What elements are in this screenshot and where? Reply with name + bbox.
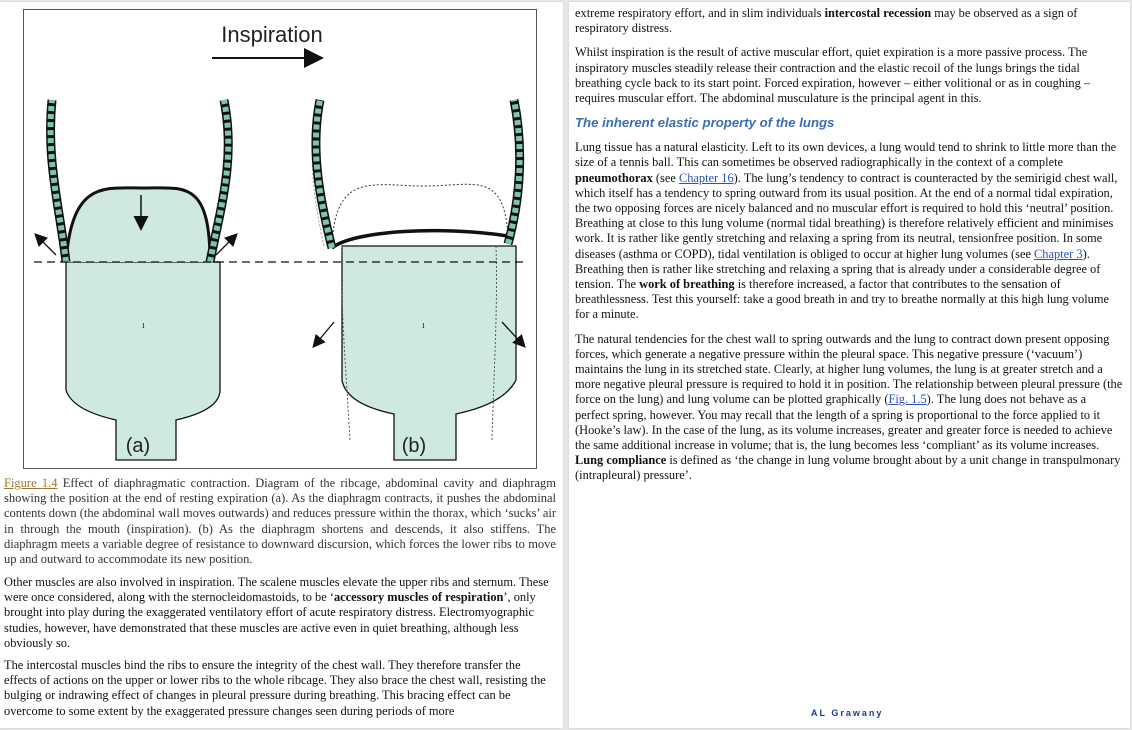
right-page xyxy=(569,2,1130,728)
figure-caption xyxy=(4,476,556,567)
term-accessory-muscles: accessory muscles of respiration xyxy=(333,590,504,605)
paragraph-accessory-muscles: Other muscles are also involved in inspiration. The scalene muscles elevate the upper ribs and sternum. These were once considered, along with the sternocleidomastoids, to be ‘accessory muscles of respiration’, only brought into play during the exaggerated ventilatory effort of acute respiratory distress. Electromyographic studies, however, have demonstrated that these muscles are active even in quiet breathing, although less obviously so. xyxy=(4,575,549,650)
figure-diaphragm xyxy=(23,9,537,469)
diaphragm-diagram xyxy=(24,10,536,468)
section-heading: The inherent elastic property of the lungs xyxy=(575,115,835,131)
term-work-of-breathing: work of breathing xyxy=(639,277,735,292)
footer-name: AL Grawany xyxy=(811,708,884,718)
paragraph-expiration: Whilst inspiration is the result of active muscular effort, quiet expiration is a more passive process. The inspiratory muscles steadily release their contraction and the elastic recoil of the lungs brings the tidal breathing cycle back to its start point. Forced expiration, however – either volitional or as in coughing – requires muscular effort. The abdominal musculature is the principal agent in this. xyxy=(575,45,1091,106)
panel-a-label: (a) xyxy=(125,435,151,457)
paragraph-elasticity: Lung tissue has a natural elasticity. Left to its own devices, a lung would tend to shrink to little more than the size of a tennis ball. This can sometimes be observed radiographically in the context of a complete pneumothorax (see Chapter 16). The lung’s tendency to contract is counteracted by the semirigid chest wall, which itself has a tendency to spring outward from its usual position. At the end of a normal tidal expiration, the two opposing forces are nicely balanced and no muscular effort is required to hold this ‘neutral’ position. Breathing at close to this lung volume (normal tidal breathing) is therefore relatively efficient and minimises work. It is rather like gently stretching and relaxing a spring from its neutral, tensionfree position. In some diseases (asthma or COPD), tidal ventilation is obliged to occur at higher lung volumes (see Chapter 3). Breathing then is rather like stretching and relaxing a spring that is already under a considerable degree of tension. The work of breathing is therefore increased, a factor that contributes to the sensation of breathlessness. Test this yourself: take a good breath in and try to breathe normally at this high lung volume for a minute. xyxy=(575,140,1118,322)
figure-header: Inspiration xyxy=(221,22,323,47)
term-pneumothorax: pneumothorax xyxy=(575,170,653,185)
caption-text: Effect of diaphragmatic contraction. Diagram of the ribcage, abdominal cavity and diaphragm showing the position at the end of resting expiration (a). As the diaphragm contracts, it pushes the abdominal contents down (the abdominal wall moves outwards) and reduces pressure within the thorax, which ‘sucks’ air in through the mouth (inspiration). (b) As the diaphragm shortens and descends, it also stiffens. The diaphragm meets a variable degree of resistance to downward discursion, which forces the lower ribs to move up and outward to accommodate its new position. xyxy=(4,476,556,567)
paragraph-intercostal: The intercostal muscles bind the ribs to ensure the integrity of the chest wall. They therefore transfer the effects of actions on the upper or lower ribs to the whole ribcage. They also brace the chest wall, resisting the bulging or indrawing effect of changes in pleural pressure during breathing. This bracing effect can be overcome to some extent by the exaggerated pressure changes seen during periods of more xyxy=(4,658,546,718)
svg-text:ı: ı xyxy=(142,320,145,331)
paragraph-recession: extreme respiratory effort, and in slim individuals intercostal recession may be observed as a sign of respiratory distress. xyxy=(575,6,1078,36)
chapter-3-link[interactable]: Chapter 3 xyxy=(1034,246,1083,261)
panel-b xyxy=(312,100,524,460)
chapter-16-link[interactable]: Chapter 16 xyxy=(678,170,734,185)
left-page xyxy=(0,2,563,728)
panel-b-label: (b) xyxy=(401,435,427,457)
paragraph-compliance: The natural tendencies for the chest wall to spring outwards and the lung to contract down present opposing forces, which generate a negative pressure within the pleural space. This negative pressure (‘vacuum’) maintains the lung in its stretched state. Clearly, at higher lung volumes, the lung is at greater stretch and a more negative pleural pressure is required to hold it in position. The relationship between pleural pressure (the force on the lung) and lung volume can be plotted graphically (Fig. 1.5). The lung does not behave as a perfect spring, however. You may recall that the length of a spring is proportional to the force applied to it (Hooke’s law). In the case of the lung, as its volume increases, greater and greater force is needed to achieve the same additional increase in volume; that is, the lung becomes less ‘compliant’ as its volume increases. Lung compliance is defined as ‘the change in lung volume brought about by a unit change in transpulmonary (intrapleural) pressure’. xyxy=(575,331,1123,483)
figure-ref-link[interactable]: Figure 1.4 xyxy=(4,476,58,490)
fig-1-5-link[interactable]: Fig. 1.5 xyxy=(888,392,927,407)
abdomen-a xyxy=(66,262,220,460)
term-intercostal-recession: intercostal recession xyxy=(824,6,932,20)
term-lung-compliance: Lung compliance xyxy=(575,453,667,468)
abdomen-b xyxy=(342,246,516,460)
panel-a xyxy=(36,100,236,460)
svg-text:ı: ı xyxy=(422,320,425,331)
